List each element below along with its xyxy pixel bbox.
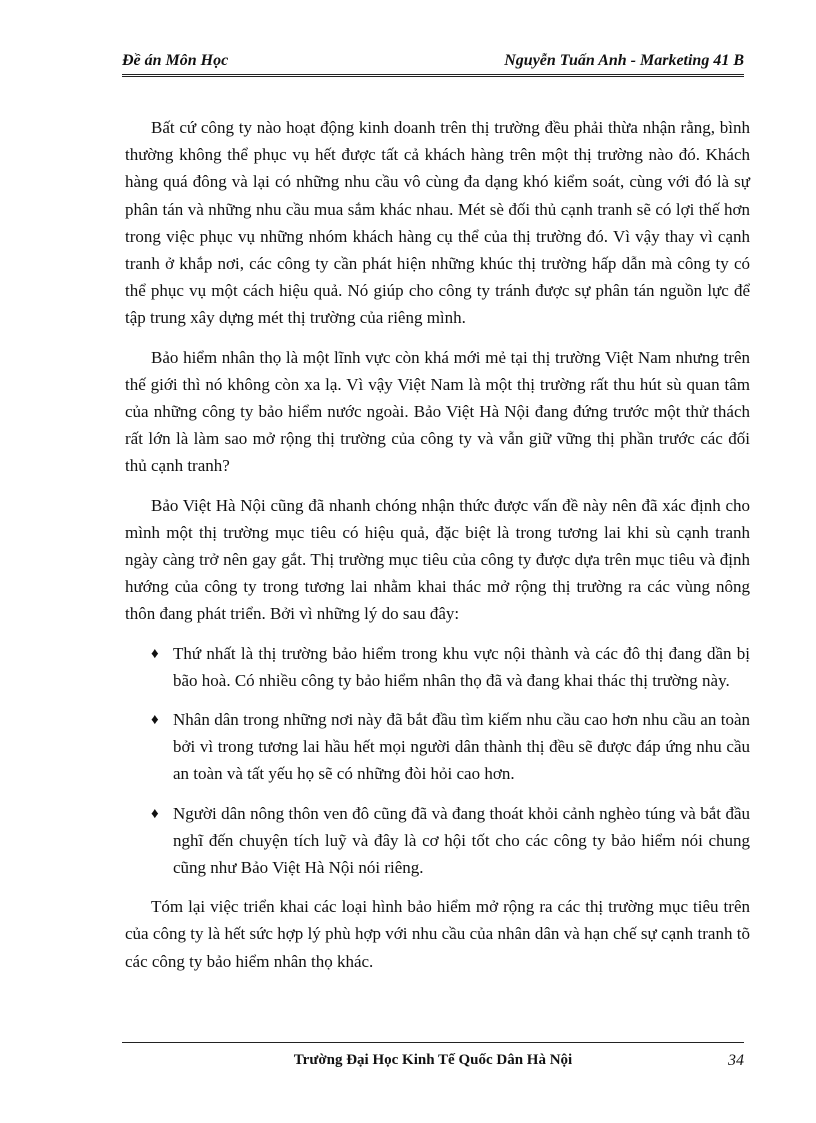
footer-divider	[122, 1042, 744, 1043]
list-item	[125, 706, 750, 788]
page-number: 34	[728, 1052, 744, 1069]
paragraph: Bảo hiểm nhân thọ là một lĩnh vực còn khá mới mẻ tại thị trường Việt Nam nhưng trên thế giới thì nó không còn xa lạ. Vì vậy Việt Nam là một thị trường rất thu hút sù quan tâm của những công ty bảo hiểm nước ngoài. Bảo Việt Hà Nội đang đứng trước một thử thách rất lớn là làm sao mở rộng thị trường của công ty và vẫn giữ vững thị phần trước các đối thủ cạnh tranh?	[125, 347, 750, 476]
header-author: Nguyễn Tuấn Anh - Marketing 41 B	[504, 52, 744, 69]
paragraph: Bất cứ công ty nào hoạt động kinh doanh trên thị trường đều phải thừa nhận rằng, bình thường không thể phục vụ hết được tất cả khách hàng trên một thị trường nào đó. Khách hàng quá đông và lại có những nhu cầu vô cùng đa dạng khó kiểm soát, cùng với đó là sự phân tán và những nhu cầu mua sắm khác nhau. Mét sè đối thủ cạnh tranh sẽ có lợi thế hơn trong việc phục vụ những nhóm khách hàng cụ thể của thị trường đó. Vì vậy thay vì cạnh tranh ở khắp nơi, các công ty cần phát hiện những khúc thị trường hấp dẫn mà công ty có thể phục vụ một cách hiệu quả. Nó giúp cho công ty tránh được sự phân tán nguồn lực để tập trung xây dựng mét thị trường của riêng mình.	[125, 118, 750, 328]
header-course-title: Đề án Môn Học	[122, 52, 229, 69]
reasons-list	[125, 640, 750, 882]
document-body	[125, 114, 750, 987]
paragraph: Bảo Việt Hà Nội cũng đã nhanh chóng nhận thức được vấn đề này nên đã xác định cho mình một thị trường mục tiêu có hiệu quả, đặc biệt là trong tương lai khi sù cạnh tranh ngày càng trở nên gay gắt. Thị trường mục tiêu của công ty được dựa trên mục tiêu và định hướng của công ty trong tương lai nhằm khai thác mở rộng thị trường ra các vùng nông thôn đang phát triển. Bởi vì những lý do sau đây:	[125, 495, 750, 624]
list-item-text: Thứ nhất là thị trường bảo hiểm trong khu vực nội thành và các đô thị đang dần bị bão hoà. Có nhiều công ty bảo hiểm nhân thọ đã và đang khai thác thị trường này.	[173, 643, 750, 690]
page-footer	[122, 1052, 744, 1076]
list-item-text: Người dân nông thôn ven đô cũng đã và đang thoát khỏi cảnh nghèo túng và bắt đầu nghĩ đến chuyện tích luỹ và đây là cơ hội tốt cho các công ty bảo hiểm nói chung cũng như Bảo Việt Hà Nội nói riêng.	[173, 803, 750, 878]
list-item	[125, 640, 750, 694]
diamond-bullet-icon: ♦	[151, 645, 159, 662]
list-item	[125, 800, 750, 882]
header-divider	[122, 74, 744, 77]
footer-university: Trường Đại Học Kinh Tế Quốc Dân Hà Nội	[293, 1052, 573, 1068]
diamond-bullet-icon: ♦	[151, 805, 159, 822]
conclusion-paragraph: Tóm lại việc triển khai các loại hình bảo hiểm mở rộng ra các thị trường mục tiêu trên của công ty là hết sức hợp lý phù hợp với nhu cầu của nhân dân và hạn chế sự cạnh tranh tõ các công ty bảo hiểm nhân thọ khác.	[125, 897, 750, 971]
diamond-bullet-icon: ♦	[151, 712, 159, 729]
list-item-text: Nhân dân trong những nơi này đã bắt đầu tìm kiếm nhu cầu cao hơn nhu cầu an toàn bởi vì trong tương lai hầu hết mọi người dân thành thị đều sẽ được đáp ứng nhu cầu an toàn và tất yếu họ sẽ có những đòi hỏi cao hơn.	[173, 710, 750, 784]
page-header	[122, 50, 744, 76]
